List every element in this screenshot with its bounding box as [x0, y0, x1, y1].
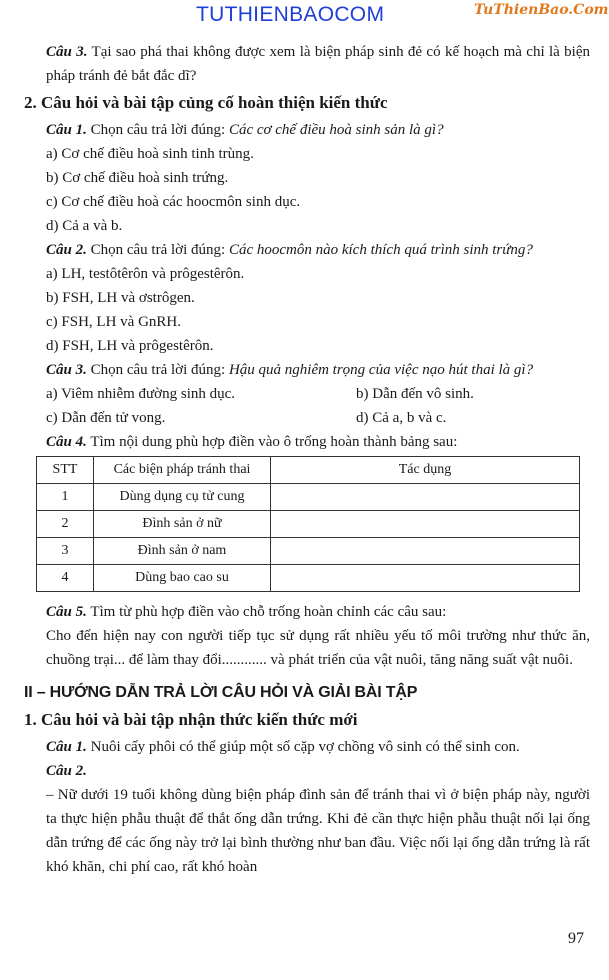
- answer-2-paragraph: – Nữ dưới 19 tuổi không dùng biện pháp đình sản để tránh thai vì ở biện pháp này, người ta thực hiện phẫu thuật để thắt ống dẫn trứng. Khi đẻ cần thực hiện phẫu thuật nối lại ống dẫn trứng để các ống này trở lại bình thường như ban đầu. Việc nối lại ống dẫn trứng là rất khó khăn, chi phí cao, rất khó hoàn: [46, 787, 590, 875]
- option: d) Cả a, b và c.: [356, 410, 447, 426]
- page-content: [24, 40, 590, 879]
- option: a) Cơ chế điều hoà sinh tinh trùng.: [46, 146, 254, 162]
- table-cell: 1: [37, 484, 94, 511]
- table-cell: [271, 538, 580, 565]
- answer-1: Câu 1. Nuôi cấy phôi có thể giúp một số cặp vợ chồng vô sinh có thể sinh con.: [46, 739, 520, 755]
- option: c) FSH, LH và GnRH.: [46, 314, 181, 330]
- site-logo: TuThienBao.Com: [474, 2, 609, 18]
- table-row: [37, 484, 580, 511]
- option: c) Dẫn đến tử vong.: [46, 410, 166, 426]
- option-row: [24, 382, 590, 406]
- intro-question: Câu 3. Tại sao phá thai không được xem là biện pháp sinh đẻ có kế hoạch mà chỉ là biện pháp tránh đẻ bắt đắc dĩ?: [46, 44, 590, 84]
- option: c) Cơ chế điều hoà các hoocmôn sinh dục.: [46, 194, 301, 210]
- column-header: Các biện pháp tránh thai: [94, 457, 271, 484]
- option: a) LH, testôtêrôn và prôgestêrôn.: [46, 266, 245, 282]
- column-header: Tác dụng: [271, 457, 580, 484]
- table-header-row: [37, 457, 580, 484]
- option: d) Cả a và b.: [46, 218, 123, 234]
- page-number: 97: [568, 930, 584, 947]
- option: a) Viêm nhiễm đường sinh dục.: [46, 386, 236, 402]
- table-row: [37, 511, 580, 538]
- table-cell: Đình sản ở nữ: [94, 511, 271, 538]
- table-cell: 3: [37, 538, 94, 565]
- table-cell: [271, 565, 580, 592]
- question-2: Câu 2. Chọn câu trả lời đúng: Các hoocmôn nào kích thích quá trình sinh trứng?: [46, 242, 533, 258]
- option: b) FSH, LH và ơstrôgen.: [46, 290, 195, 306]
- question-3: Câu 3. Chọn câu trả lời đúng: Hậu quả nghiêm trọng của việc nạo hút thai là gì?: [46, 362, 534, 378]
- table-cell: Dùng dụng cụ tử cung: [94, 484, 271, 511]
- option: b) Dẫn đến vô sinh.: [356, 386, 474, 402]
- question-5: Câu 5. Tìm từ phù hợp điền vào chỗ trống hoàn chỉnh các câu sau:: [46, 604, 447, 620]
- part-heading: II – HƯỚNG DẪN TRẢ LỜI CÂU HỎI VÀ GIẢI BÀI TẬP: [24, 684, 418, 701]
- contraception-table: [36, 456, 580, 592]
- subsection-heading: 1. Câu hỏi và bài tập nhận thức kiến thức mới: [24, 710, 358, 729]
- table-cell: [271, 511, 580, 538]
- table-cell: Đình sản ở nam: [94, 538, 271, 565]
- page-header: [0, 0, 609, 30]
- fill-blank-paragraph: Cho đến hiện nay con người tiếp tục sử dụng rất nhiều yếu tố môi trường như thức ăn, chuồng trại... để làm thay đổi............ và phát triển của vật nuôi, tăng năng suất vật nuôi.: [46, 628, 590, 668]
- answer-2-label: Câu 2.: [46, 763, 87, 779]
- table-row: [37, 538, 580, 565]
- site-title: TUTHIENBAOCOM: [196, 3, 385, 26]
- table-cell: 2: [37, 511, 94, 538]
- option: b) Cơ chế điều hoà sinh trứng.: [46, 170, 229, 186]
- table-cell: [271, 484, 580, 511]
- table-cell: 4: [37, 565, 94, 592]
- table-cell: Dùng bao cao su: [94, 565, 271, 592]
- option: d) FSH, LH và prôgestêrôn.: [46, 338, 214, 354]
- question-1: Câu 1. Chọn câu trả lời đúng: Các cơ chế điều hoà sinh sản là gì?: [46, 122, 444, 138]
- section-heading: 2. Câu hỏi và bài tập củng cố hoàn thiện kiến thức: [24, 93, 388, 112]
- table-row: [37, 565, 580, 592]
- question-4: Câu 4. Tìm nội dung phù hợp điền vào ô trống hoàn thành bảng sau:: [46, 434, 458, 450]
- option-row: [24, 406, 590, 430]
- column-header: STT: [37, 457, 94, 484]
